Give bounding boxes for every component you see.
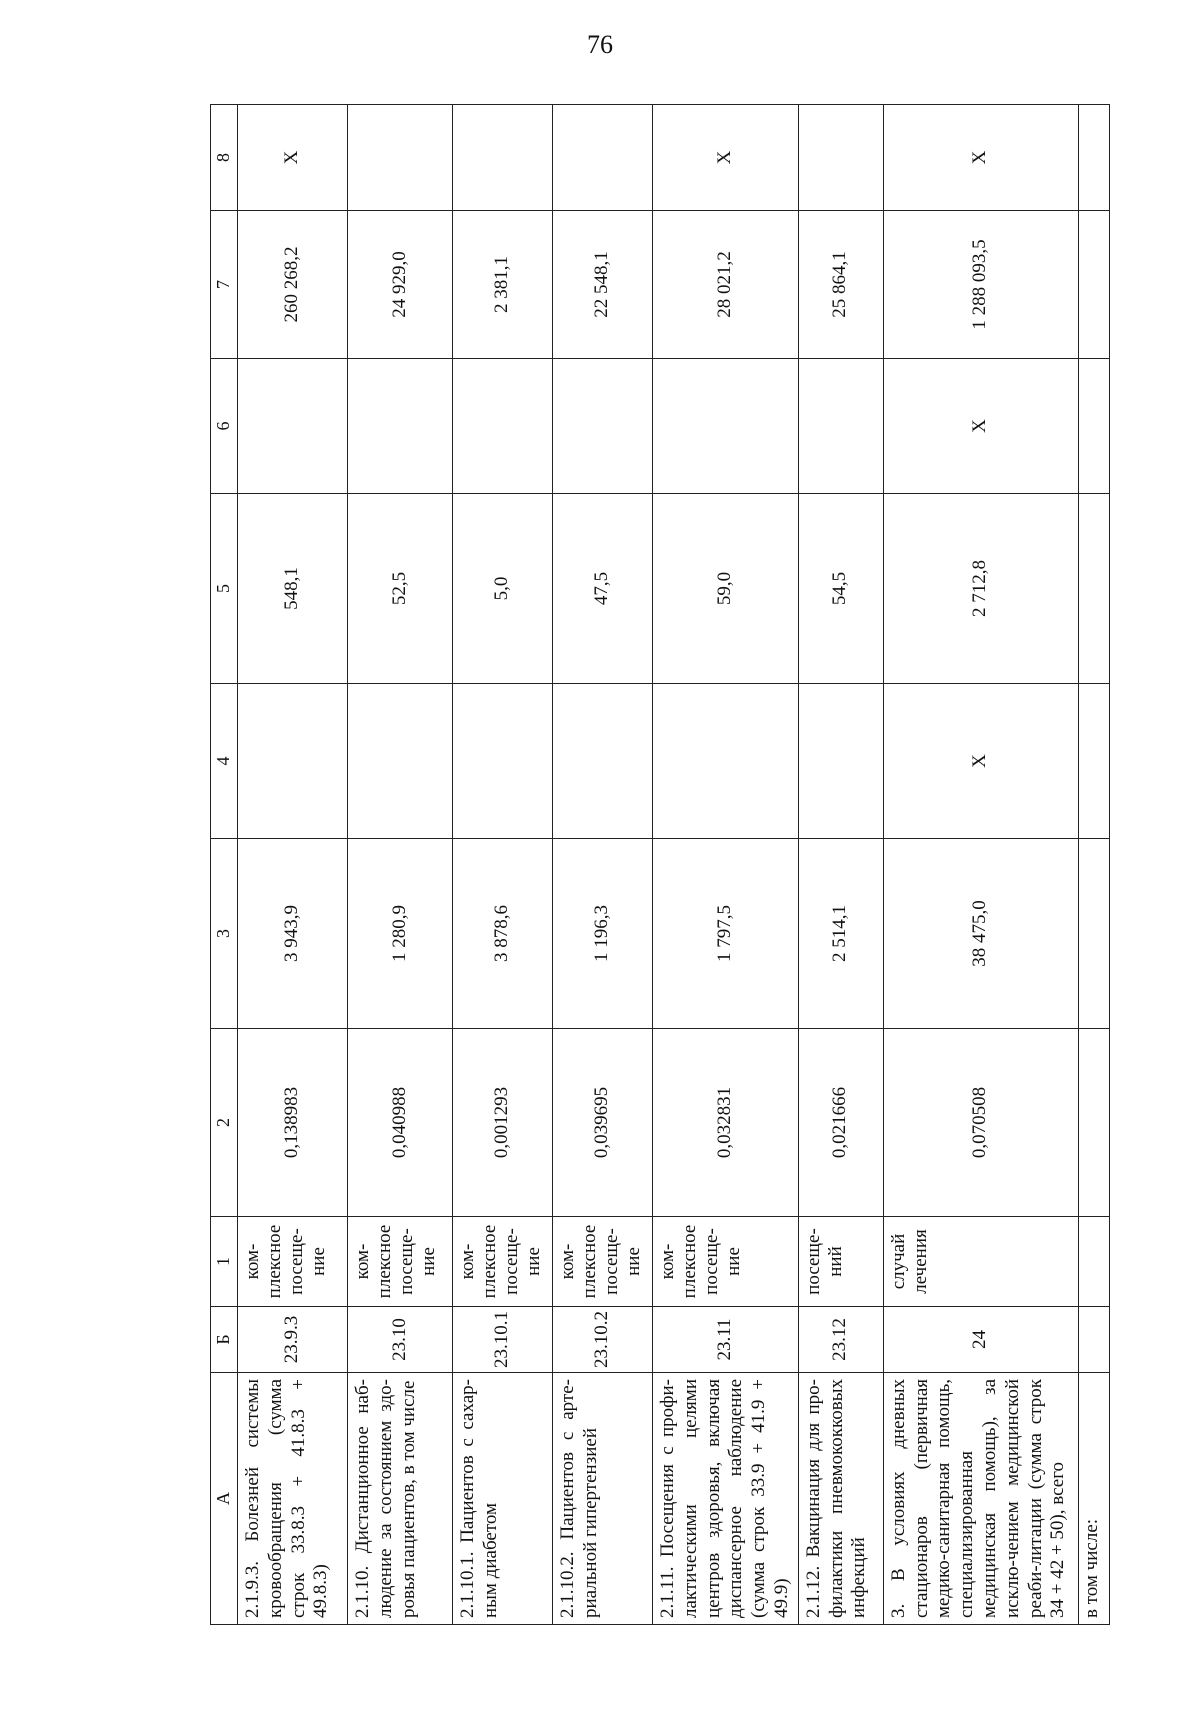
- value-cell: Х: [653, 105, 799, 211]
- value-cell: 59,0: [653, 494, 799, 684]
- table-header-row: [211, 105, 238, 1625]
- row-title-cell: 2.1.10.1. Пациентов с сахар-ным диабетом: [453, 1373, 553, 1625]
- column-header: 4: [211, 684, 238, 839]
- column-header: 2: [211, 1029, 238, 1217]
- value-cell: [348, 105, 453, 211]
- column-header: Б: [211, 1307, 238, 1373]
- value-cell: 548,1: [238, 494, 348, 684]
- table-row: [453, 105, 553, 1625]
- value-cell: 47,5: [553, 494, 653, 684]
- value-cell: [348, 684, 453, 839]
- value-cell: [453, 105, 553, 211]
- value-cell: 25 864,1: [798, 211, 883, 359]
- page-number: 76: [587, 30, 613, 59]
- value-cell: 2 514,1: [798, 839, 883, 1029]
- unit-cell: [1078, 1217, 1109, 1307]
- value-cell: [1078, 105, 1109, 211]
- column-header: 8: [211, 105, 238, 211]
- value-cell: 5,0: [453, 494, 553, 684]
- row-code-cell: 23.11: [653, 1307, 799, 1373]
- value-cell: 0,021666: [798, 1029, 883, 1217]
- row-code-cell: 23.10.1: [453, 1307, 553, 1373]
- unit-cell: ком-плексное посеще-ние: [553, 1217, 653, 1307]
- value-cell: 1 797,5: [653, 839, 799, 1029]
- value-cell: [348, 359, 453, 494]
- row-code-cell: 23.9.3: [238, 1307, 348, 1373]
- value-cell: [1078, 1029, 1109, 1217]
- row-title-cell: в том числе:: [1078, 1373, 1109, 1625]
- row-title-cell: 2.1.9.3. Болезней системы кровообращения (сумма строк 33.8.3 + 41.8.3 + 49.8.3): [238, 1373, 348, 1625]
- row-title-cell: 2.1.10. Дистанционное наб-людение за состоянием здо-ровья пациентов, в том числе: [348, 1373, 453, 1625]
- value-cell: [553, 684, 653, 839]
- value-cell: [1078, 839, 1109, 1029]
- value-cell: 0,039695: [553, 1029, 653, 1217]
- table-row: [798, 105, 883, 1625]
- value-cell: [653, 684, 799, 839]
- data-table: [210, 104, 1110, 1625]
- value-cell: Х: [883, 359, 1078, 494]
- unit-cell: ком-плексное посеще-ние: [238, 1217, 348, 1307]
- table-row: [238, 105, 348, 1625]
- value-cell: Х: [883, 105, 1078, 211]
- column-header: 5: [211, 494, 238, 684]
- unit-cell: случай лечения: [883, 1217, 1078, 1307]
- value-cell: [653, 359, 799, 494]
- table-row: [1078, 105, 1109, 1625]
- unit-cell: ком-плексное посеще-ние: [653, 1217, 799, 1307]
- value-cell: [453, 359, 553, 494]
- rotated-table-container: [210, 105, 1110, 1625]
- value-cell: [553, 359, 653, 494]
- value-cell: [553, 105, 653, 211]
- value-cell: [798, 105, 883, 211]
- row-code-cell: 23.12: [798, 1307, 883, 1373]
- value-cell: [238, 359, 348, 494]
- column-header: 1: [211, 1217, 238, 1307]
- value-cell: 54,5: [798, 494, 883, 684]
- value-cell: [798, 359, 883, 494]
- row-code-cell: 24: [883, 1307, 1078, 1373]
- value-cell: 1 280,9: [348, 839, 453, 1029]
- value-cell: [1078, 684, 1109, 839]
- value-cell: 1 196,3: [553, 839, 653, 1029]
- value-cell: [1078, 211, 1109, 359]
- table-row: [653, 105, 799, 1625]
- row-title-cell: 2.1.11. Посещения с профи-лактическими целями центров здоровья, включая диспансерное наблюдение (сумма строк 33.9 + 41.9 + 49.9): [653, 1373, 799, 1625]
- value-cell: [1078, 359, 1109, 494]
- value-cell: 3 878,6: [453, 839, 553, 1029]
- value-cell: 260 268,2: [238, 211, 348, 359]
- unit-cell: посеще-ний: [798, 1217, 883, 1307]
- value-cell: 1 288 093,5: [883, 211, 1078, 359]
- table-row: [553, 105, 653, 1625]
- row-code-cell: 23.10: [348, 1307, 453, 1373]
- value-cell: Х: [238, 105, 348, 211]
- table-row: [883, 105, 1078, 1625]
- value-cell: 52,5: [348, 494, 453, 684]
- value-cell: [238, 684, 348, 839]
- value-cell: 22 548,1: [553, 211, 653, 359]
- row-code-cell: 23.10.2: [553, 1307, 653, 1373]
- value-cell: 0,032831: [653, 1029, 799, 1217]
- value-cell: 0,040988: [348, 1029, 453, 1217]
- value-cell: 28 021,2: [653, 211, 799, 359]
- value-cell: 0,001293: [453, 1029, 553, 1217]
- row-title-cell: 3. В условиях дневных стационаров (первичная медико-санитарная помощь, специализированная медицинская помощь), за исклю-чением медицинской реаби-литации (сумма строк 34 + 42 + 50), всего: [883, 1373, 1078, 1625]
- row-title-cell: 2.1.12. Вакцинация для про-филактики пневмококковых инфекций: [798, 1373, 883, 1625]
- value-cell: [1078, 494, 1109, 684]
- value-cell: Х: [883, 684, 1078, 839]
- value-cell: 3 943,9: [238, 839, 348, 1029]
- column-header: 7: [211, 211, 238, 359]
- column-header: 6: [211, 359, 238, 494]
- unit-cell: ком-плексное посеще-ние: [453, 1217, 553, 1307]
- unit-cell: ком-плексное посеще-ние: [348, 1217, 453, 1307]
- value-cell: 0,070508: [883, 1029, 1078, 1217]
- column-header: 3: [211, 839, 238, 1029]
- table-row: [348, 105, 453, 1625]
- row-code-cell: [1078, 1307, 1109, 1373]
- value-cell: 24 929,0: [348, 211, 453, 359]
- value-cell: 2 712,8: [883, 494, 1078, 684]
- value-cell: [453, 684, 553, 839]
- value-cell: 0,138983: [238, 1029, 348, 1217]
- value-cell: [798, 684, 883, 839]
- value-cell: 38 475,0: [883, 839, 1078, 1029]
- value-cell: 2 381,1: [453, 211, 553, 359]
- row-title-cell: 2.1.10.2. Пациентов с арте-риальной гипертензией: [553, 1373, 653, 1625]
- column-header: А: [211, 1373, 238, 1625]
